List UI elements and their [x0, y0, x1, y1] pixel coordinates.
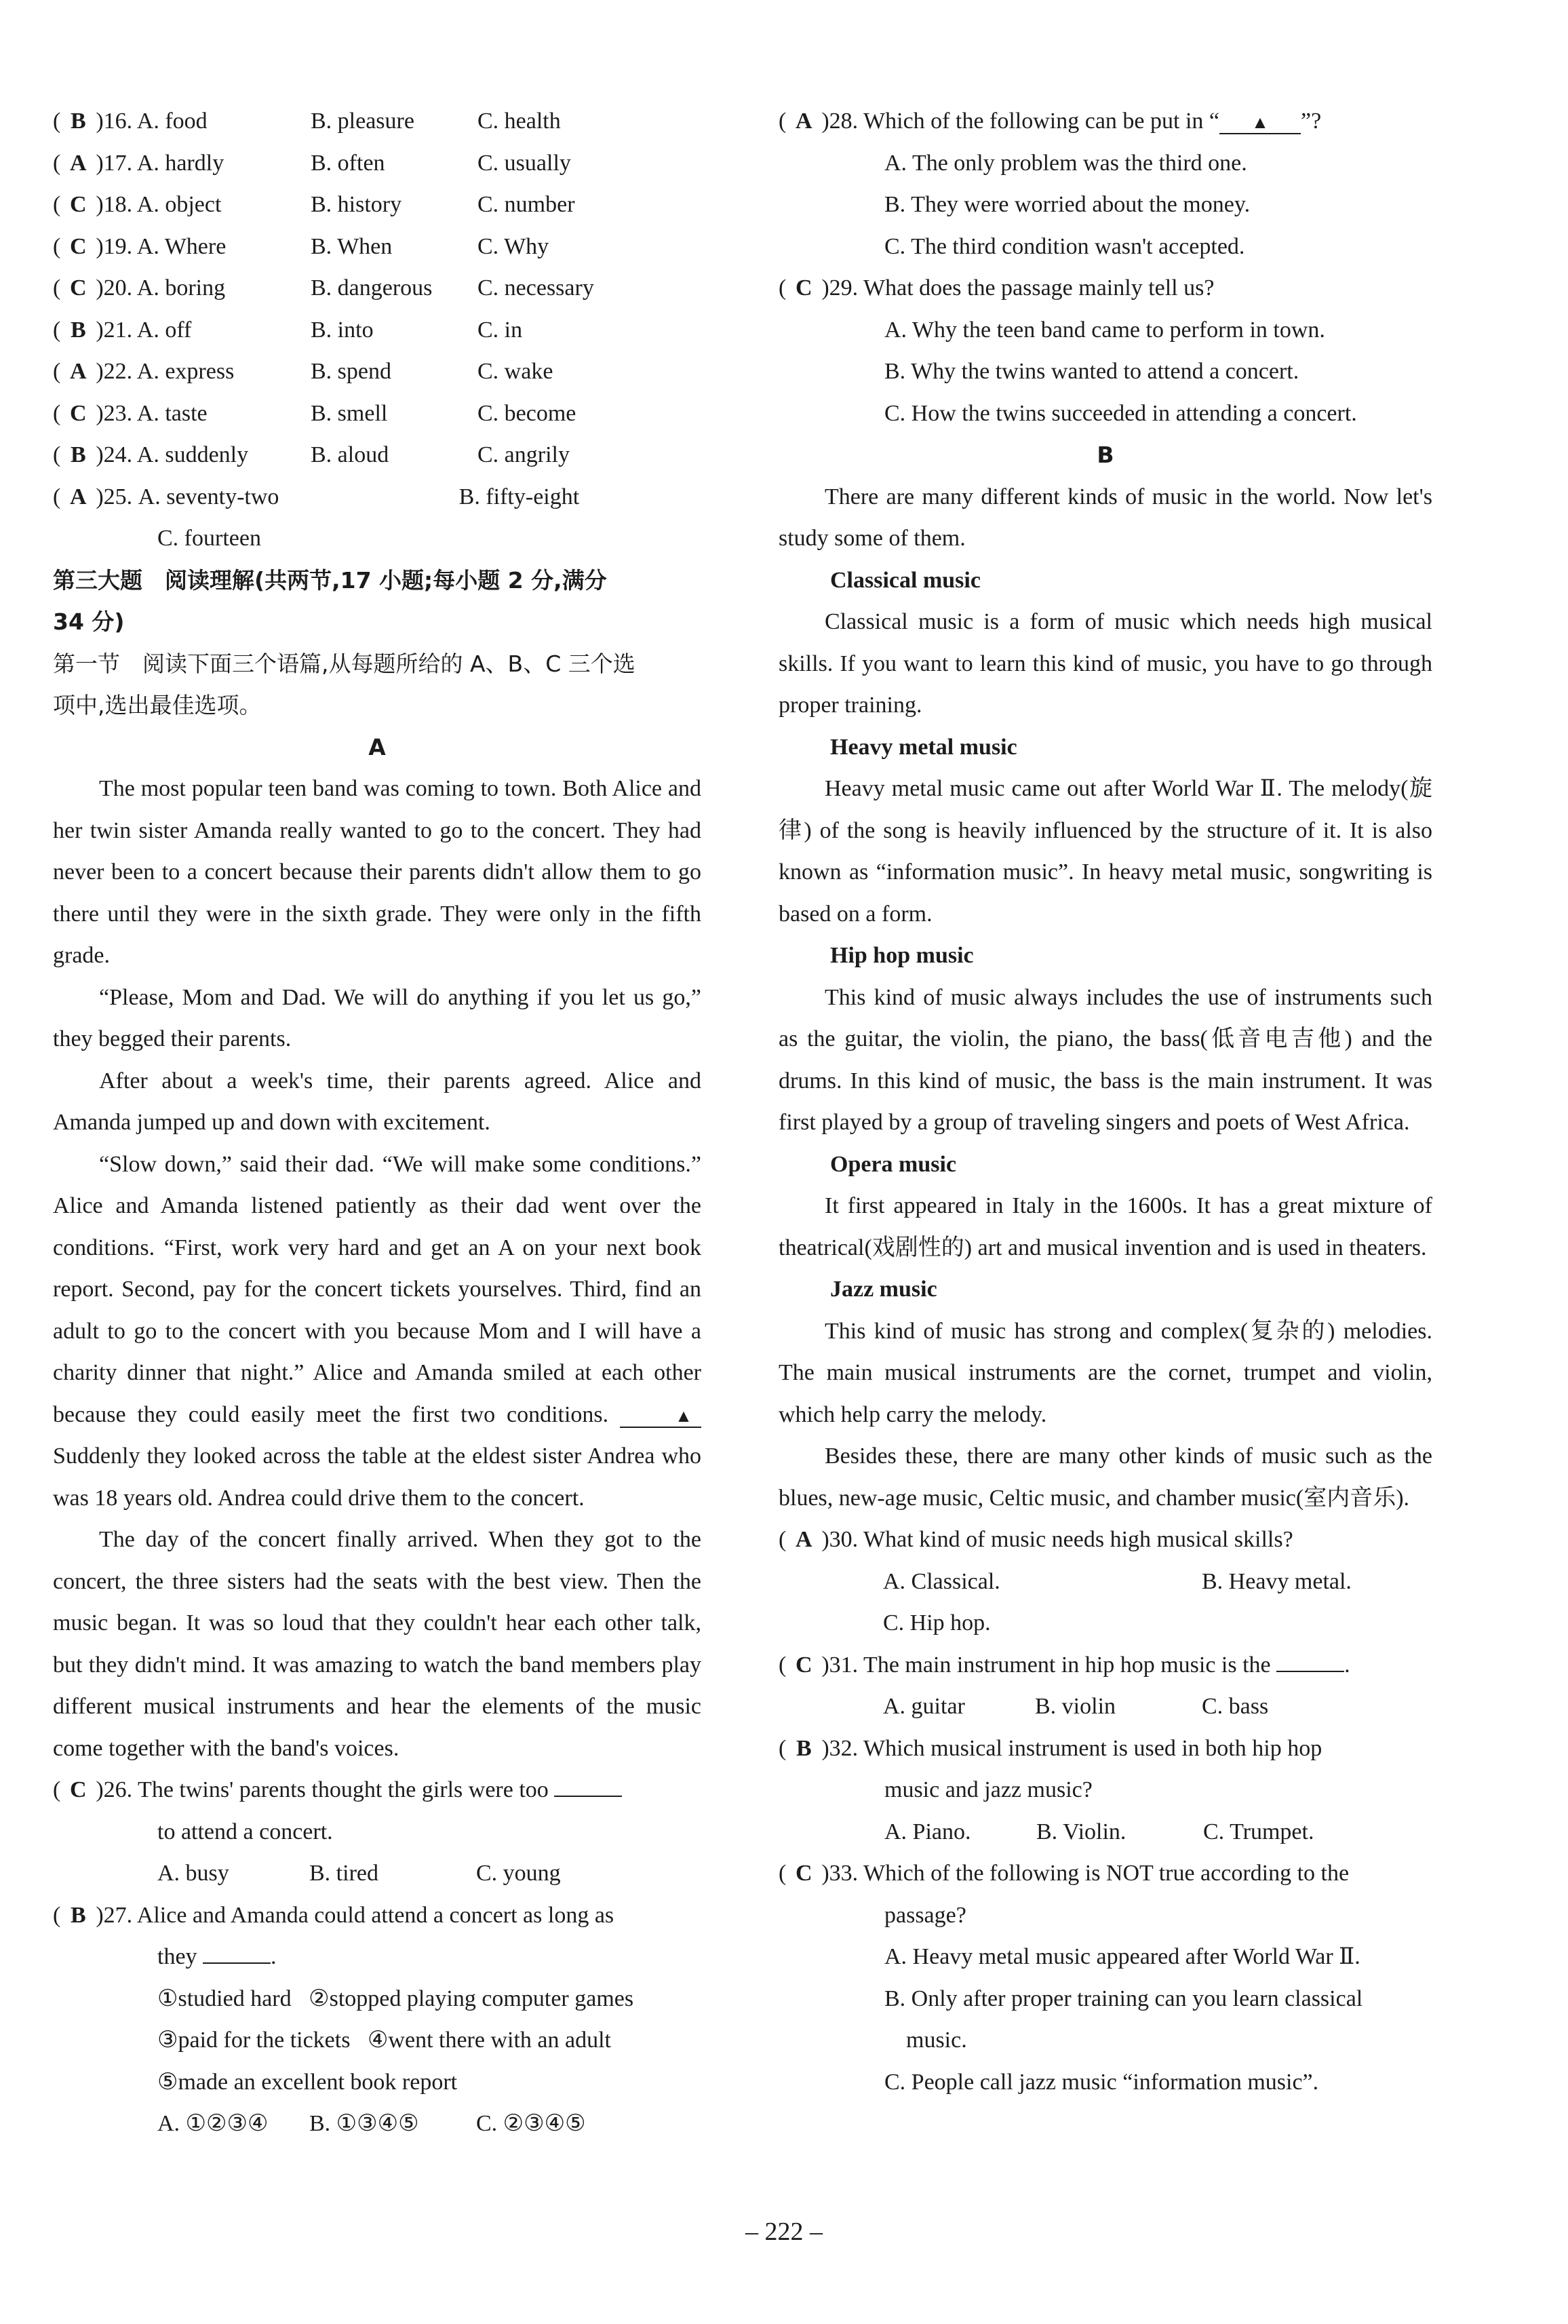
cloze-question-row: ( B )24. A. suddenly B. aloud C. angrily [53, 434, 701, 476]
passage-a-paragraph: “Please, Mom and Dad. We will do anything if you let us go,” they begged their parents. [53, 984, 701, 1051]
answer: A [796, 109, 812, 134]
section-title-cont: 34 分) [53, 608, 125, 635]
question-29: ( C )29. What does the passage mainly tell us? [779, 267, 1432, 309]
question-26-options: A. busy B. tired C. young [157, 1861, 561, 1886]
answer: C [70, 192, 87, 217]
passage-a-heading: A [368, 733, 386, 760]
question-30: ( A )30. What kind of music needs high musical skills? [779, 1519, 1432, 1561]
section-instruction: 第一节 阅读下面三个语篇,从每题所给的 A、B、C 三个选 [53, 650, 635, 677]
passage-b-heading: B [1097, 442, 1114, 468]
passage-a-paragraph: The most popular teen band was coming to town. Both Alice and her twin sister Amanda really wanted to go to the concert. They had never been to a concert because their parents didn't allow them to go there until they were in the sixth grade. They were only in the fifth grade. [53, 776, 701, 968]
passage-a-paragraph: After about a week's time, their parents agreed. Alice and Amanda jumped up and down with excitement. [53, 1068, 701, 1135]
passage-b-paragraph: Classical music is a form of music which needs high musical skills. If you want to learn this kind of music, you have to go through proper training. [779, 609, 1432, 718]
answer: C [70, 275, 87, 301]
answer: A [796, 1527, 812, 1552]
answer: C [796, 1861, 812, 1886]
right-column: ( A )28. Which of the following can be put in “ ▲ ”? A. The only problem was the third one. B. They were worried about the money. C. The third condition wasn't accepted. ( C )29. What does the passage mainly tell us? A. Why the teen band came to perform in town. B. Why the twins wanted to attend a concert. C. How the twins succeeded in attending a concert. B There are many different kinds of music in the world. Now let's study some of them. Classical music Classical music is a form of music which needs high musical skills. If you want to learn this kind of music, you have to go through proper training. Heavy metal music Heavy metal music came out after World War Ⅱ. The melody(旋律) of the song is heavily influenced by the structure of it. It is also known as “information music”. In heavy metal music, songwriting is based on a form. Hip hop music This kind of music always includes the use of instruments such as the guitar, the violin, the piano, the bass(低音电吉他) and the drums. In this kind of music, the bass is the main instrument. It was first played by a group of traveling singers and poets of West Africa. Opera music It first appeared in Italy in the 1600s. It has a great mixture of theatrical(戏剧性的) art and musical invention and is used in theaters. Jazz music This kind of music has strong and complex(复杂的) melodies. The main musical instruments are the cornet, trumpet and violin, which help carry the melody. Besides these, there are many other kinds of music such as the blues, new-age music, Celtic music, and chamber music(室内音乐). ( A )30. What kind of music needs high musical skills? A. Classical. B. Heavy metal. C. Hip hop. ( C )31. The main instrument in hip hop music is the . A. guitar B. violin C. bass ( B )32. Which musical instrument is used in both hip hop music and jazz music? A. Piano. B. Violin. C. Trumpet. ( C )33. Which of the following is NOT true according to the passage? A. Heavy metal music appeared after World War Ⅱ. B. Only after proper training can you learn classical music. C. People call jazz music “information music”. [779, 100, 1432, 2103]
answer: A [70, 150, 87, 176]
answer: C [70, 1777, 87, 1802]
answer: C [796, 275, 812, 301]
passage-b-subheading: Classical music [830, 567, 981, 593]
question-25: ( A )25. A. seventy-two B. fifty-eight [53, 476, 701, 518]
cloze-question-row: ( C )18. A. object B. history C. number [53, 184, 701, 226]
question-33: ( C )33. Which of the following is NOT true according to the [779, 1853, 1432, 1895]
answer: B [70, 1902, 86, 1928]
answer: B [70, 109, 86, 134]
answer: A [70, 359, 87, 384]
cloze-question-row: ( A )17. A. hardly B. often C. usually [53, 142, 701, 185]
passage-b-subheading: Jazz music [830, 1277, 937, 1302]
answer: B [796, 1735, 812, 1761]
answer-blank [1276, 1650, 1344, 1672]
passage-b-paragraph: It first appeared in Italy in the 1600s. It has a great mixture of theatrical(戏剧性的) art and musical invention and is used in theaters. [779, 1193, 1432, 1260]
question-27-options: A. ①②③④ B. ①③④⑤ C. ②③④⑤ [157, 2111, 586, 2136]
passage-b-subheading: Opera music [830, 1151, 957, 1177]
left-column: ( B )16. A. food B. pleasure C. health ( A )17. A. hardly B. often C. usually ( C )18. A. object B. history C. number ( C )19. A. Where B. When C. Why ( C )20. A. boring B. dangerous C. necessary ( B )21. A. off B. into C. in ( A )22. A. express B. spend C. wake ( C )23. A. taste B. smell C. become ( B )24. A. suddenly B. aloud C. angrily ( A )25. A. seventy-two B. fifty-eight C. fourteen 第三大题 阅读理解(共两节,17 小题;每小题 2 分,满分 34 分) 第一节 阅读下面三个语篇,从每题所给的 A、B、C 三个选 项中,选出最佳选项。 A The most popular teen band was coming to town. Both Alice and her twin sister Amanda really wanted to go to the concert. They had never been to a concert because their parents didn't allow them to go there until they were in the sixth grade. They were only in the fifth grade. “Please, Mom and Dad. We will do anything if you let us go,” they begged their parents. After about a week's time, their parents agreed. Alice and Amanda jumped up and down with excitement. “Slow down,” said their dad. “We will make some conditions.” Alice and Amanda listened patiently as their dad went over the conditions. “First, work very hard and get an A on your next book report. Second, pay for the concert tickets yourselves. Third, find an adult to go to the concert with you because Mom and I will have a charity dinner that night.” Alice and Amanda smiled at each other because they could easily meet the first two conditions. ▲ Suddenly they looked across the table at the eldest sister Andrea who was 18 years old. Andrea could drive them to the concert. The day of the concert finally arrived. When they got to the concert, the three sisters had the seats with the best view. Then the music began. It was so loud that they couldn't hear each other talk, but they didn't mind. It was amazing to watch the band members play different musical instruments and hear the elements of the music come together with the band's voices. ( C )26. The twins' parents thought the girls were too to attend a concert. A. busy B. tired C. young ( B )27. Alice and Amanda could attend a concert as long as they . ①studied hard ②stopped playing computer games ③paid for the tickets ④went there with an adult ⑤made an excellent book report A. ①②③④ B. ①③④⑤ C. ②③④⑤ [53, 100, 701, 2145]
cloze-question-row: ( A )22. A. express B. spend C. wake [53, 351, 701, 393]
section-instruction-cont: 项中,选出最佳选项。 [53, 692, 262, 718]
answer: C [70, 233, 87, 259]
passage-b-subheading: Heavy metal music [830, 734, 1017, 760]
passage-b-paragraph: This kind of music has strong and complex(复杂的) melodies. The main musical instruments are the cornet, trumpet and violin, which help carry the melody. [779, 1318, 1432, 1427]
answer: B [70, 317, 86, 343]
answer-blank [554, 1775, 622, 1797]
passage-b-intro: There are many different kinds of music in the world. Now let's study some of them. [779, 484, 1432, 551]
question-32: ( B )32. Which musical instrument is used in both hip hop [779, 1728, 1432, 1770]
cloze-options-list [53, 100, 701, 476]
passage-b-paragraph: Besides these, there are many other kinds of music such as the blues, new-age music, Celtic music, and chamber music(室内音乐). [779, 1444, 1432, 1511]
answer-blank [203, 1942, 271, 1964]
answer: C [796, 1652, 812, 1678]
cloze-question-row: ( C )23. A. taste B. smell C. become [53, 393, 701, 435]
question-27: ( B )27. Alice and Amanda could attend a concert as long as [53, 1895, 701, 1937]
cloze-question-row: ( B )21. A. off B. into C. in [53, 309, 701, 351]
question-25-option-c: C. fourteen [157, 526, 261, 551]
passage-a-paragraph: The day of the concert finally arrived. When they got to the concert, the three sisters had the seats with the best view. Then the music began. It was so loud that they couldn't hear each other talk, but they didn't mind. It was amazing to watch the band members play different musical instruments and hear the elements of the music come together with the band's voices. [53, 1527, 701, 1761]
passage-a-paragraph: “Slow down,” said their dad. “We will make some conditions.” Alice and Amanda listened patiently as their dad went over the conditions. “First, work very hard and get an A on your next book report. Second, pay for the concert tickets yourselves. Third, find an adult to go to the concert with you because Mom and I will have a charity dinner that night.” Alice and Amanda smiled at each other because they could easily meet the first two conditions. ▲ Suddenly they looked across the table at the eldest sister Andrea who was 18 years old. Andrea could drive them to the concert. [53, 1151, 701, 1511]
question-30-options: A. Classical. B. Heavy metal. [883, 1568, 1352, 1594]
cloze-question-row: ( B )16. A. food B. pleasure C. health [53, 100, 701, 142]
answer: C [70, 400, 87, 426]
question-31-options: A. guitar B. violin C. bass [883, 1694, 1269, 1719]
cloze-question-row: ( C )19. A. Where B. When C. Why [53, 226, 701, 268]
page-number: – 222 – [745, 2218, 823, 2246]
section-title: 第三大题 阅读理解(共两节,17 小题;每小题 2 分,满分 [53, 566, 607, 594]
answer: B [70, 442, 86, 467]
cloze-question-row: ( C )20. A. boring B. dangerous C. necessary [53, 267, 701, 309]
passage-b-paragraph: Heavy metal music came out after World War Ⅱ. The melody(旋律) of the song is heavily influenced by the structure of it. It is also known as “information music”. In heavy metal music, songwriting is based on a form. [779, 776, 1432, 927]
question-26: ( C )26. The twins' parents thought the girls were too [53, 1769, 701, 1811]
question-31: ( C )31. The main instrument in hip hop music is the . [779, 1644, 1432, 1686]
blank-marker: ▲ [620, 1406, 701, 1428]
passage-b-paragraph: This kind of music always includes the use of instruments such as the guitar, the violin, the piano, the bass(低音电吉他) and the drums. In this kind of music, the bass is the main instrument. It was first played by a group of traveling singers and poets of West Africa. [779, 984, 1432, 1135]
answer: A [70, 484, 87, 509]
blank-marker: ▲ [1219, 113, 1301, 134]
question-32-options: A. Piano. B. Violin. C. Trumpet. [884, 1819, 1314, 1844]
passage-b-subheading: Hip hop music [830, 943, 974, 968]
question-28: ( A )28. Which of the following can be put in “ ▲ ”? [779, 100, 1432, 142]
